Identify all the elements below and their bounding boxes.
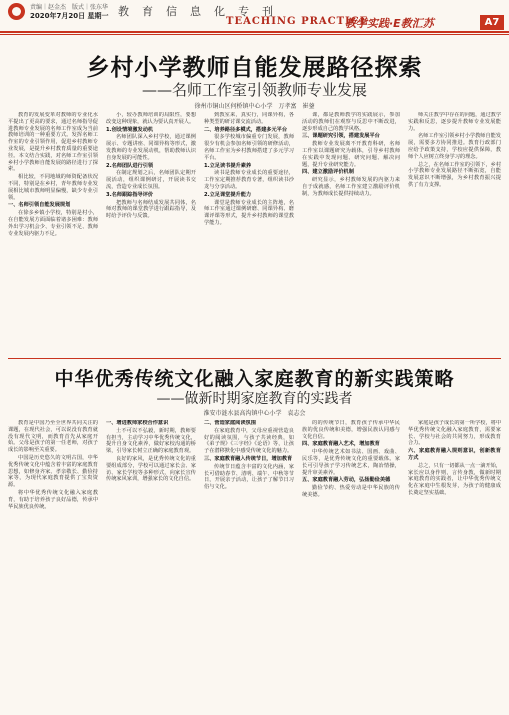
section-heading: 四、建立激励评价机制 xyxy=(302,169,354,176)
paragraph: 在家庭教育中，父母应重视营造良好的阅读氛围，与孩子共读经典，如《弟子规》《三字经》《论语》等，让孩子在潜移默化中感受传统文化的魅力。 xyxy=(204,427,294,455)
paragraph: 相比较，不同地域的师资配备状况不同，特别是在乡村，青年教师专业发展相比城市教师明显偏慢，缺少专业引领。 xyxy=(8,174,98,201)
section-heading: 2.名师团队进行引领 xyxy=(106,162,154,169)
issue-date: 2020年7月20日 星期一 xyxy=(30,12,109,20)
paragraph: 小，较办教师培训的局限性，要想改变这种现象，就认为要认真开展人。 xyxy=(106,112,196,125)
paragraph: 良好的家风，是优秀传统文化的重要组成部分，学校可以通过家长会、家访、家长学校等多种形式，向家长宣传传统家风家训，增强家长的文化自信。 xyxy=(106,455,196,483)
article1-column-1 xyxy=(8,112,98,350)
section-heading: 四、家庭教育融入艺术，增加教育 xyxy=(302,441,380,448)
header-rule-thin xyxy=(0,34,509,35)
header-rule xyxy=(0,31,509,33)
section-heading: 3.名师跟踪指导评价 xyxy=(106,191,154,198)
article2-column-3 xyxy=(204,420,294,710)
section-heading: 三、课题研究引领，搭建发展平台 xyxy=(302,133,380,140)
article2-column-4 xyxy=(302,420,400,710)
article1-column-3 xyxy=(204,112,294,350)
article1-column-2 xyxy=(106,112,196,350)
paragraph: 家庭是孩子成长的第一所学校，将中华优秀传统文化融入家庭教育，需要家长、学校与社会的共同努力，形成教育合力。 xyxy=(408,420,501,447)
paragraph: 名师团队深入乡村学校，通过课例展示、专题讲座、同课异构等形式，激发教师的专业发展动机，帮助教师认识自身发展的可能性。 xyxy=(106,134,196,161)
paragraph: 课，都是教师教学的实践展示，参加活动的教师们在观察与反思中不断改进，逐步形成自己的教学风格。 xyxy=(302,112,400,132)
article1-title: 乡村小学教师自能发展路径探索 xyxy=(86,54,423,81)
paragraph: 很多学校城市偏重专门发展，教师很少有机会参加名师引领的研修活动，名师工作室为乡村教师搭建了多元学习平台。 xyxy=(204,134,294,161)
section-heading: 2.立足课堂提升能力 xyxy=(204,191,252,198)
article-divider xyxy=(8,358,501,359)
article1-column-5 xyxy=(408,112,501,350)
section-heading: 一、名师引领自能发展规划 xyxy=(8,202,71,209)
paragraph: 土不可以不弘毅，新时期，教师要有担当，主动学习中华优秀传统文化，提升自身文化素养，做好家校沟通的桥梁，引导家长树立正确的家庭教育观。 xyxy=(106,427,196,455)
article2-byline: 淮安市涟水县高沟镇中心小学 袁志会 xyxy=(203,410,306,417)
section-heading: 一、增进教师家校合作意识 xyxy=(106,420,169,426)
paragraph: 中华传统艺术如书法、国画、戏曲、民乐等，是优秀传统文化的重要载体。家长可引导孩子学习传统艺术，陶冶情操，提升审美素养。 xyxy=(302,449,400,476)
paragraph: 传统节日蕴含丰富的文化内涵，家长可借助春节、清明、端午、中秋等节日，开展亲子活动，让孩子了解节日习俗与文化。 xyxy=(204,463,294,491)
article1-byline: 徐州市铜山区何桥镇中心小学 万孝富 崔蓥 xyxy=(194,103,315,110)
section-heading: 五、家庭教育融入劳动，弘扬勤俭美德 xyxy=(302,477,391,484)
article2-column-2 xyxy=(106,420,196,710)
paragraph: 教育是中国乃至全世界共同关注的课题，在现代社会，可以说没有教育就没有现代文明，而教育首先从家庭开始。父母是孩子的第一任老师，对孩子成长的影响至关重要。 xyxy=(8,420,98,454)
section-heading: 二、营造家庭阅读氛围 xyxy=(204,420,256,426)
paragraph: 的的传统节日，教育孩子传承中华民族的优良传统和美德，增强民族认同感与文化自信。 xyxy=(302,420,400,440)
paragraph: 教师专业发展离不开教育科研，名师工作室以课题研究为载体，引导乡村教师在实践中发现问题、研究问题、解决问题，提升专业研究能力。 xyxy=(302,141,400,168)
section-heading: 1.创设情境激发动机 xyxy=(106,126,154,133)
series-title: 教育信息化专刊 xyxy=(118,5,286,18)
paragraph: 总之，只有一切都从一点一滴开始，家长应以身作则，言传身教，做新时期家庭教育的实践者，让中华优秀传统文化在家庭中生根发芽，为孩子的健康成长奠定坚实基础。 xyxy=(408,462,501,496)
article1-column-4 xyxy=(302,112,400,350)
page-header xyxy=(0,0,509,30)
section-heading: 六、家庭教育融入规则意识，创新教育方式 xyxy=(408,448,501,461)
paragraph: 在制定规划之后，名师团队定期开展活动，组织课例研讨，开展读书交流，营造专业成长氛围。 xyxy=(106,170,196,190)
paragraph: 教育的发展变革对教师的专业化水平提出了更高的要求，通过名师指导促进教师专业发展的名师工作室成为当前教师培训的一种重要方式。发挥名师工作室的专业引领作用，促进乡村教师专业发展，是提升乡村教育质量的重要途径。本文结合实践，对名师工作室引领乡村小学教师自能发展的路径进行了探索。 xyxy=(8,112,98,173)
section-english-title: TEACHING PRACTICE xyxy=(226,16,369,27)
newspaper-logo-icon xyxy=(8,3,25,20)
paragraph: 将中华优秀传统文化融入家庭教育，有助于培养孩子良好品德，传承中华民族优良传统。 xyxy=(8,489,98,510)
article2-column-1 xyxy=(8,420,98,710)
article1-subtitle: ——名师工作室引领教师专业发展 xyxy=(141,81,367,99)
header-meta xyxy=(8,2,118,24)
section-tagline: 教学实践·E教汇苏 xyxy=(345,17,434,30)
section-heading: 1.立足读书提升素养 xyxy=(204,162,252,169)
paragraph: 到教室来，真实行，同课异构，各种类型的研讨课交流活动。 xyxy=(204,112,294,125)
paragraph: 中国是历史悠久的文明古国，中华优秀传统文化中蕴含着丰富的家庭教育思想，如修身齐家、孝亲敬长、勤俭持家等，为现代家庭教育提供了宝贵资源。 xyxy=(8,454,98,489)
article2-subtitle: ——做新时期家庭教育的实践者 xyxy=(156,391,353,407)
article2-column-5 xyxy=(408,420,501,710)
paragraph: 勤俭节约、热爱劳动是中华民族的传统美德。 xyxy=(302,485,400,498)
paragraph: 课堂是教师专业成长的主阵地，名师工作室通过课例研磨、同课异构、磨课评课等形式，提升乡村教师的课堂教学能力。 xyxy=(204,199,294,226)
paragraph: 在徐多乡镇小学校，特别是村小，在自能发展方面面临着诸多困难：教师外出学习机会少、专业引领不足、教师专业发展内驱力不足。 xyxy=(8,210,98,237)
editor-credits: 责编｜赵金杰 版式｜张东华 xyxy=(30,4,109,11)
paragraph: 师关注教学中存在的问题，通过教学实践和反思，逐步提升教师专业发展能力。 xyxy=(408,112,501,132)
paragraph: 把教师与名师结成发展共同体，名师对教师的课堂教学进行跟踪指导，及时给予评价与反馈。 xyxy=(106,199,196,220)
section-heading: 三、家庭教育融入传统节日，增加教育 xyxy=(204,455,293,462)
paragraph: 读书是教师专业成长的重要途径，工作室定期推荐教育专著，组织读书沙龙与分享活动。 xyxy=(204,170,294,190)
article2-title: 中华优秀传统文化融入家庭教育的新实践策略 xyxy=(54,368,455,390)
paragraph: 总之，在名师工作室的引领下，乡村小学教师专业发展路径不断拓宽，自能发展意识不断增强，为乡村教育振兴提供了有力支撑。 xyxy=(408,161,501,188)
section-heading: 二、培养路径多模式，搭建多元平台 xyxy=(204,126,288,133)
paragraph: 研究显示，乡村教师发展的内驱力来自于成就感，名师工作室建立激励评价机制，为教师成长提供持续动力。 xyxy=(302,177,400,197)
paragraph: 名师工作室引领乡村小学教师自能发展，需要多方协同推进。教育行政部门应给予政策支持，学校应提供保障，教师个人应树立终身学习的理念。 xyxy=(408,133,501,160)
page-number: A7 xyxy=(480,15,504,30)
